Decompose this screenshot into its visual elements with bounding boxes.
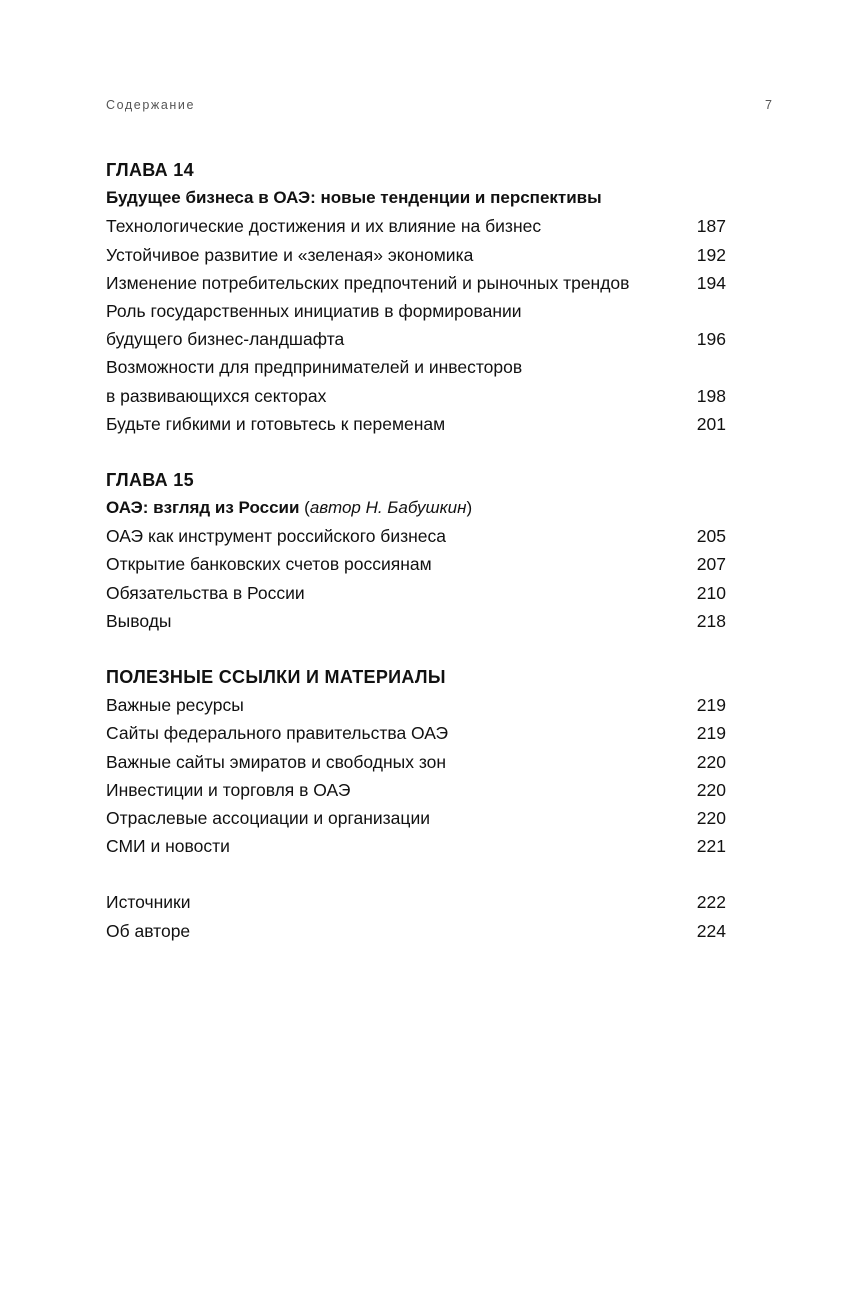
toc-entry-title: Роль государственных инициатив в формировании (106, 300, 522, 321)
toc-entry-page: 201 (696, 413, 726, 434)
toc-entry (106, 888, 726, 916)
toc-entry-line (106, 353, 726, 381)
chapter-15-entries (106, 522, 726, 635)
resources-entries (106, 691, 726, 860)
toc-entry-page: 196 (696, 329, 726, 350)
toc-entry-line (106, 719, 726, 747)
toc-entry-line (106, 888, 726, 916)
toc-entry-title: будущего бизнес-ландшафта (106, 329, 345, 350)
toc-entry (106, 550, 726, 578)
toc-entry-title: Важные сайты эмиратов и свободных зон (106, 751, 447, 772)
toc-entry (106, 212, 726, 240)
toc-entry-page: 187 (696, 216, 726, 237)
toc-entry (106, 269, 726, 297)
backmatter-section (106, 888, 726, 944)
toc-entry-title: Устойчивое развитие и «зеленая» экономика (106, 244, 474, 265)
toc-entry-line (106, 550, 726, 578)
toc-entry-title: Важные ресурсы (106, 695, 244, 716)
chapter-14-label: ГЛАВА 14 (106, 160, 194, 180)
toc-entry-page: 220 (696, 807, 726, 828)
toc-entry-page: 219 (696, 723, 726, 744)
toc-entry-page: 198 (696, 385, 726, 406)
chapter-14-entries (106, 212, 726, 438)
toc-entry (106, 579, 726, 607)
toc-entry-line (106, 776, 726, 804)
toc-entry-title: Будьте гибкими и готовьтесь к переменам (106, 413, 446, 434)
toc-entry-line (106, 917, 726, 945)
backmatter-entries (106, 888, 726, 944)
toc-entry-page: 210 (696, 582, 726, 603)
running-head-title: Содержание (106, 98, 196, 112)
toc-entry (106, 804, 726, 832)
toc-entry-page: 222 (696, 892, 726, 913)
toc-entry-title: Инвестиции и торговля в ОАЭ (106, 779, 351, 800)
toc-entry-page: 194 (696, 272, 726, 293)
resources-label: ПОЛЕЗНЫЕ ССЫЛКИ И МАТЕРИАЛЫ (106, 667, 446, 687)
toc-entry-title: Выводы (106, 610, 172, 631)
chapter-14-section (106, 156, 726, 438)
toc-entry (106, 719, 726, 747)
chapter-15-section (106, 466, 726, 635)
table-of-contents (106, 156, 726, 945)
toc-entry-title: Сайты федерального правительства ОАЭ (106, 723, 449, 744)
toc-entry (106, 297, 726, 353)
toc-entry-title: Обязательства в России (106, 582, 305, 603)
toc-entry-line (106, 691, 726, 719)
toc-entry-line (106, 522, 726, 550)
chapter-14-title: Будущее бизнеса в ОАЭ: новые тенденции и перспективы (106, 188, 602, 208)
toc-entry (106, 776, 726, 804)
chapter-15-author-name: автор Н. Бабушкин (309, 498, 467, 518)
toc-entry-line (106, 579, 726, 607)
toc-entry-page: 207 (696, 554, 726, 575)
toc-entry-line (106, 832, 726, 860)
toc-entry-page: 219 (696, 695, 726, 716)
toc-entry-line (106, 241, 726, 269)
toc-entry-page: 218 (696, 610, 726, 631)
toc-entry-line (106, 297, 726, 325)
toc-entry-title: Возможности для предпринимателей и инвесторов (106, 357, 523, 378)
toc-entry-page: 224 (696, 920, 726, 941)
page-number: 7 (765, 98, 772, 112)
resources-section (106, 663, 726, 860)
toc-entry-page: 205 (696, 526, 726, 547)
toc-entry-line (106, 269, 726, 297)
toc-entry-title: ОАЭ как инструмент российского бизнеса (106, 526, 446, 547)
toc-entry-line (106, 325, 726, 353)
chapter-15-label: ГЛАВА 15 (106, 469, 194, 490)
toc-entry-title: Об авторе (106, 920, 191, 941)
toc-entry-page: 221 (696, 836, 726, 857)
toc-entry-line (106, 804, 726, 832)
chapter-15-title (106, 494, 726, 522)
toc-entry-line (106, 748, 726, 776)
toc-entry (106, 410, 726, 438)
toc-entry-title: в развивающихся секторах (106, 385, 327, 406)
toc-entry (106, 748, 726, 776)
toc-entry (106, 607, 726, 635)
toc-entry (106, 832, 726, 860)
toc-entry-line (106, 607, 726, 635)
toc-entry-line (106, 382, 726, 410)
toc-entry-page: 192 (696, 244, 726, 265)
toc-entry (106, 353, 726, 409)
chapter-15-title-text: ОАЭ: взгляд из России (106, 498, 300, 518)
toc-entry (106, 522, 726, 550)
toc-entry-title: Изменение потребительских предпочтений и рыночных трендов (106, 272, 630, 293)
toc-entry-title: Источники (106, 892, 191, 913)
toc-entry-title: Отраслевые ассоциации и организации (106, 807, 430, 828)
toc-entry-title: Технологические достижения и их влияние на бизнес (106, 216, 542, 237)
toc-entry-line (106, 212, 726, 240)
toc-entry-title: Открытие банковских счетов россиянам (106, 554, 432, 575)
toc-entry (106, 917, 726, 945)
toc-entry-line (106, 410, 726, 438)
toc-entry-page: 220 (696, 751, 726, 772)
toc-entry (106, 691, 726, 719)
toc-entry-title: СМИ и новости (106, 836, 230, 857)
toc-entry-page: 220 (696, 779, 726, 800)
chapter-15-author: (автор Н. Бабушкин) (304, 498, 473, 518)
toc-entry (106, 241, 726, 269)
